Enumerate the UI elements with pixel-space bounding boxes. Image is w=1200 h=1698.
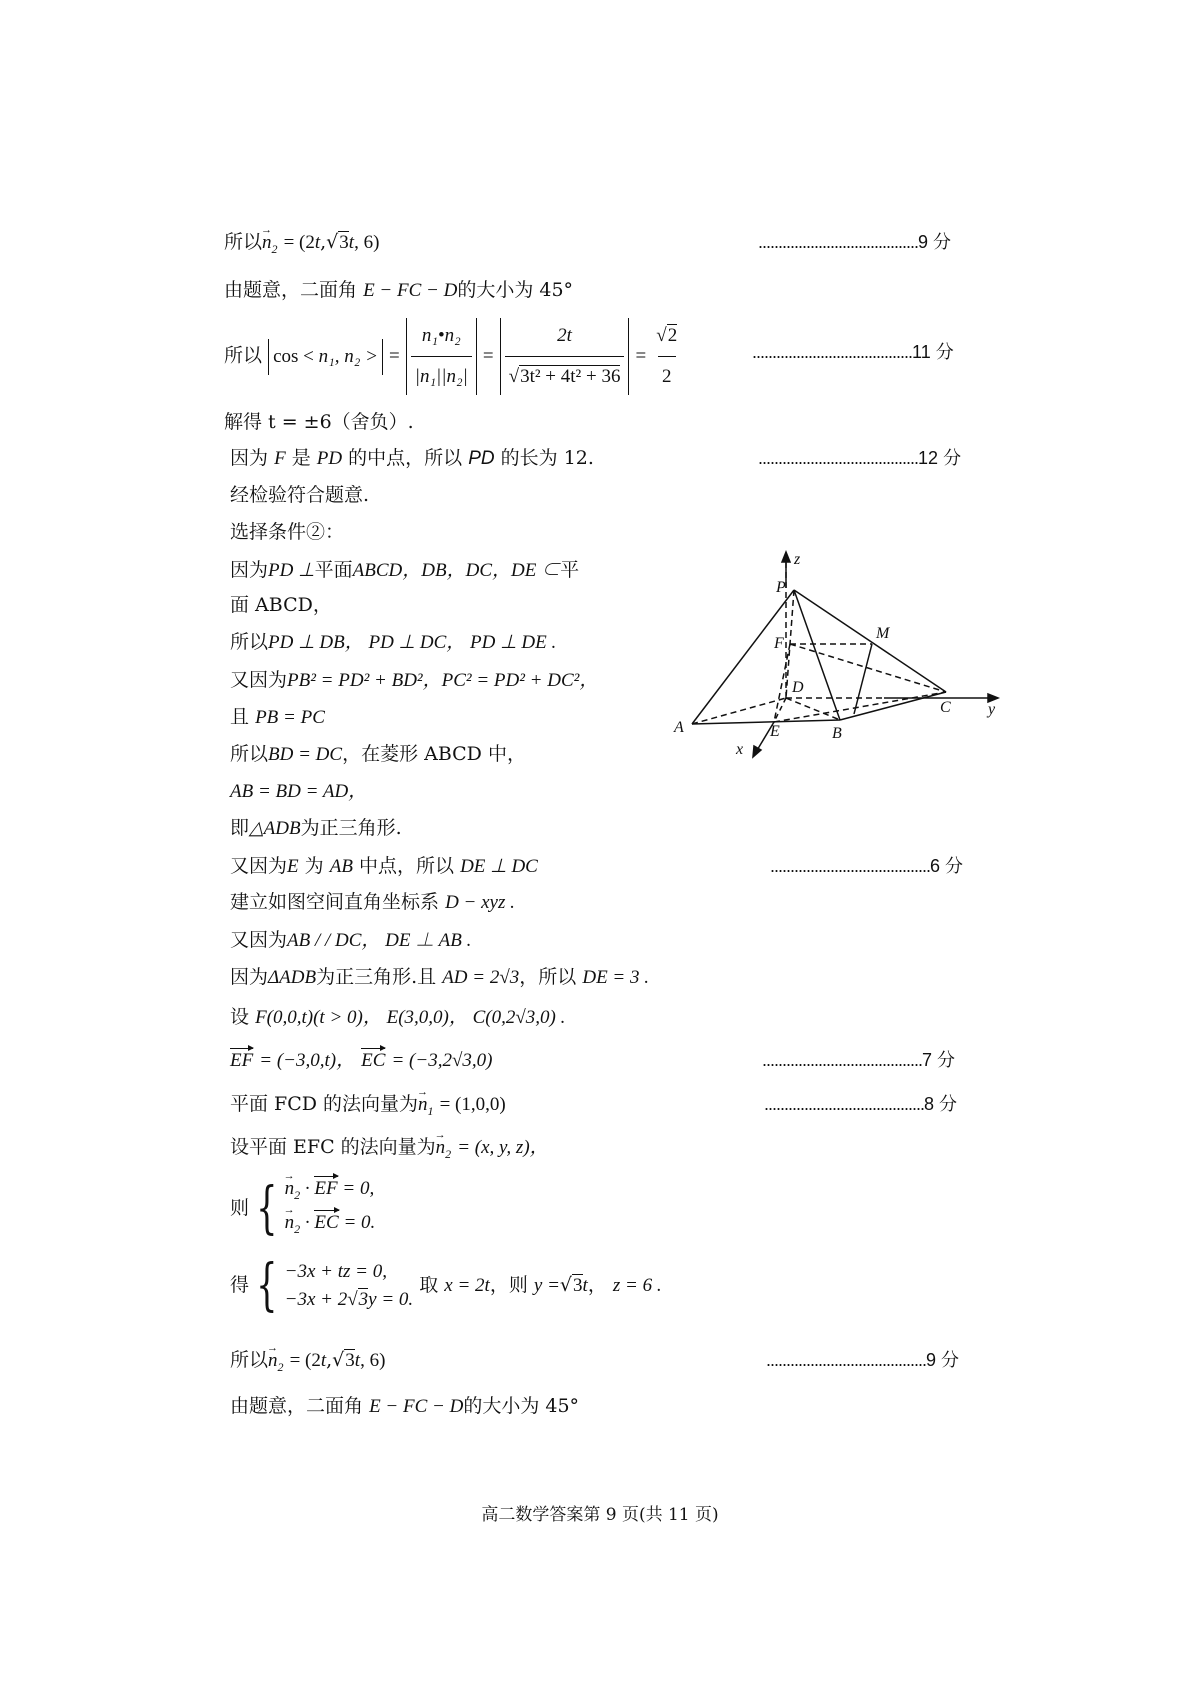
segment-FC [790,644,946,692]
score-7: ........................................7 分 [762,1050,956,1070]
line-pd-perp-plane: 因为PD ⊥平面ABCD，DB，DC，DE ⊂平 [230,559,580,581]
line-pythagoras: 又因为PB² = PD² + BD²，PC² = PD² + DC²， [230,669,599,691]
label-F: F [774,635,784,652]
x-axis-arrow [753,746,761,757]
segment-MB [854,644,872,714]
score-6: ........................................6 分 [770,856,964,876]
line-verify: 经检验符合题意. [230,484,370,506]
edge-DB [786,698,840,720]
line-vectors-ef-ec: EF = (−3,0,t)， EC = (−3,2√3,0) [230,1050,493,1071]
edge-PA [692,590,794,724]
edge-PC [794,590,946,692]
pyramid-figure [670,550,1010,760]
z-axis-arrow [782,552,790,562]
label-A: A [674,719,684,736]
line-n2-result-1: 所以→ $n_2 = (2t,√3t$, 6) [224,228,379,263]
line-dot-system: 则 { → $n_2$ · EF = 0, → $n_2$ · EC = 0. [230,1175,375,1243]
line-pb-pc: 且 PB = PC [230,706,325,728]
label-E: E [770,723,780,740]
line-condition-2: 选择条件②： [230,521,345,543]
line-bd-dc: 所以BD = DC，在菱形 ABCD 中， [230,743,526,765]
line-coordinate-system: 建立如图空间直角坐标系 D − xyz . [230,891,515,913]
line-points: 设 F(0,0,t)(t > 0)， E(3,0,0)， C(0,2√3,0) . [230,1006,566,1028]
line-plane-abcd: 面 ABCD， [230,594,332,616]
edge-AB [692,720,840,724]
label-P: P [776,579,786,596]
label-M: M [876,625,890,642]
line-equilateral: 即△ADB为正三角形. [230,817,402,839]
line-linear-system: 得 { −3x + tz = 0, −3x + 2√3y = 0. 取 x = 2t，则 y =√3t， z = 6 . [230,1253,662,1318]
line-n2-result-2: 所以→ $n_2 = (2t,√3t$, 6) [230,1346,385,1381]
label-x: x [736,741,744,758]
label-z: z [794,551,801,568]
label-B: B [832,725,842,742]
line-ab-bd-ad: AB = BD = AD， [230,781,368,802]
line-de-perp-dc: 又因为E 为 AB 中点，所以 DE ⊥ DC [230,855,538,877]
label-D: D [792,679,804,696]
score-9-first: ........................................9 分 [758,232,952,252]
score-12: ........................................12 分 [758,448,962,468]
line-pd-length: 因为 F 是 PD 的中点，所以 PD 的长为 12. [230,447,594,469]
line-dihedral-1: 由题意，二面角 E − FC − D的大小为 45° [224,279,574,301]
line-perp-list: 所以PD ⊥ DB， PD ⊥ DC， PD ⊥ DE . [230,631,557,653]
segment-EC [774,692,946,722]
line-normal-efc: 设平面 EFC 的法向量为→ $n_2 = (x$, y, z)， [230,1133,549,1168]
score-8: ........................................8 分 [764,1094,958,1114]
line-solve-t: 解得 t = ±6（舍负）. [224,411,414,433]
line-normal-fcd: 平面 FCD 的法向量为→ $n_1 = (1,0,0)$ [230,1090,506,1125]
line-cosine: 所以 cos < n₁, n₂ > = $\frac{\text{n₁•n₂}}{\text{|n₁||n₂|}}$ = $\frac{2t}{\text{√3t² + 4t² + 36}}$ = $\frac{√2}{2}$ [224,318,681,395]
line-dihedral-2: 由题意，二面角 E − FC − D的大小为 45° [230,1395,580,1417]
edge-AD [692,698,786,724]
label-C: C [940,699,951,716]
score-11: ........................................11 分 [752,342,954,362]
line-ab-parallel-dc: 又因为AB / / DC， DE ⊥ AB . [230,929,472,951]
label-y: y [988,701,996,718]
line-de-length: 因为ΔADB为正三角形.且 AD = 2√3，所以 DE = 3 . [230,966,649,988]
score-9-second: ........................................9 分 [766,1350,960,1370]
page-footer: 高二数学答案第 9 页(共 11 页) [481,1505,719,1525]
edge-PB [794,590,840,720]
